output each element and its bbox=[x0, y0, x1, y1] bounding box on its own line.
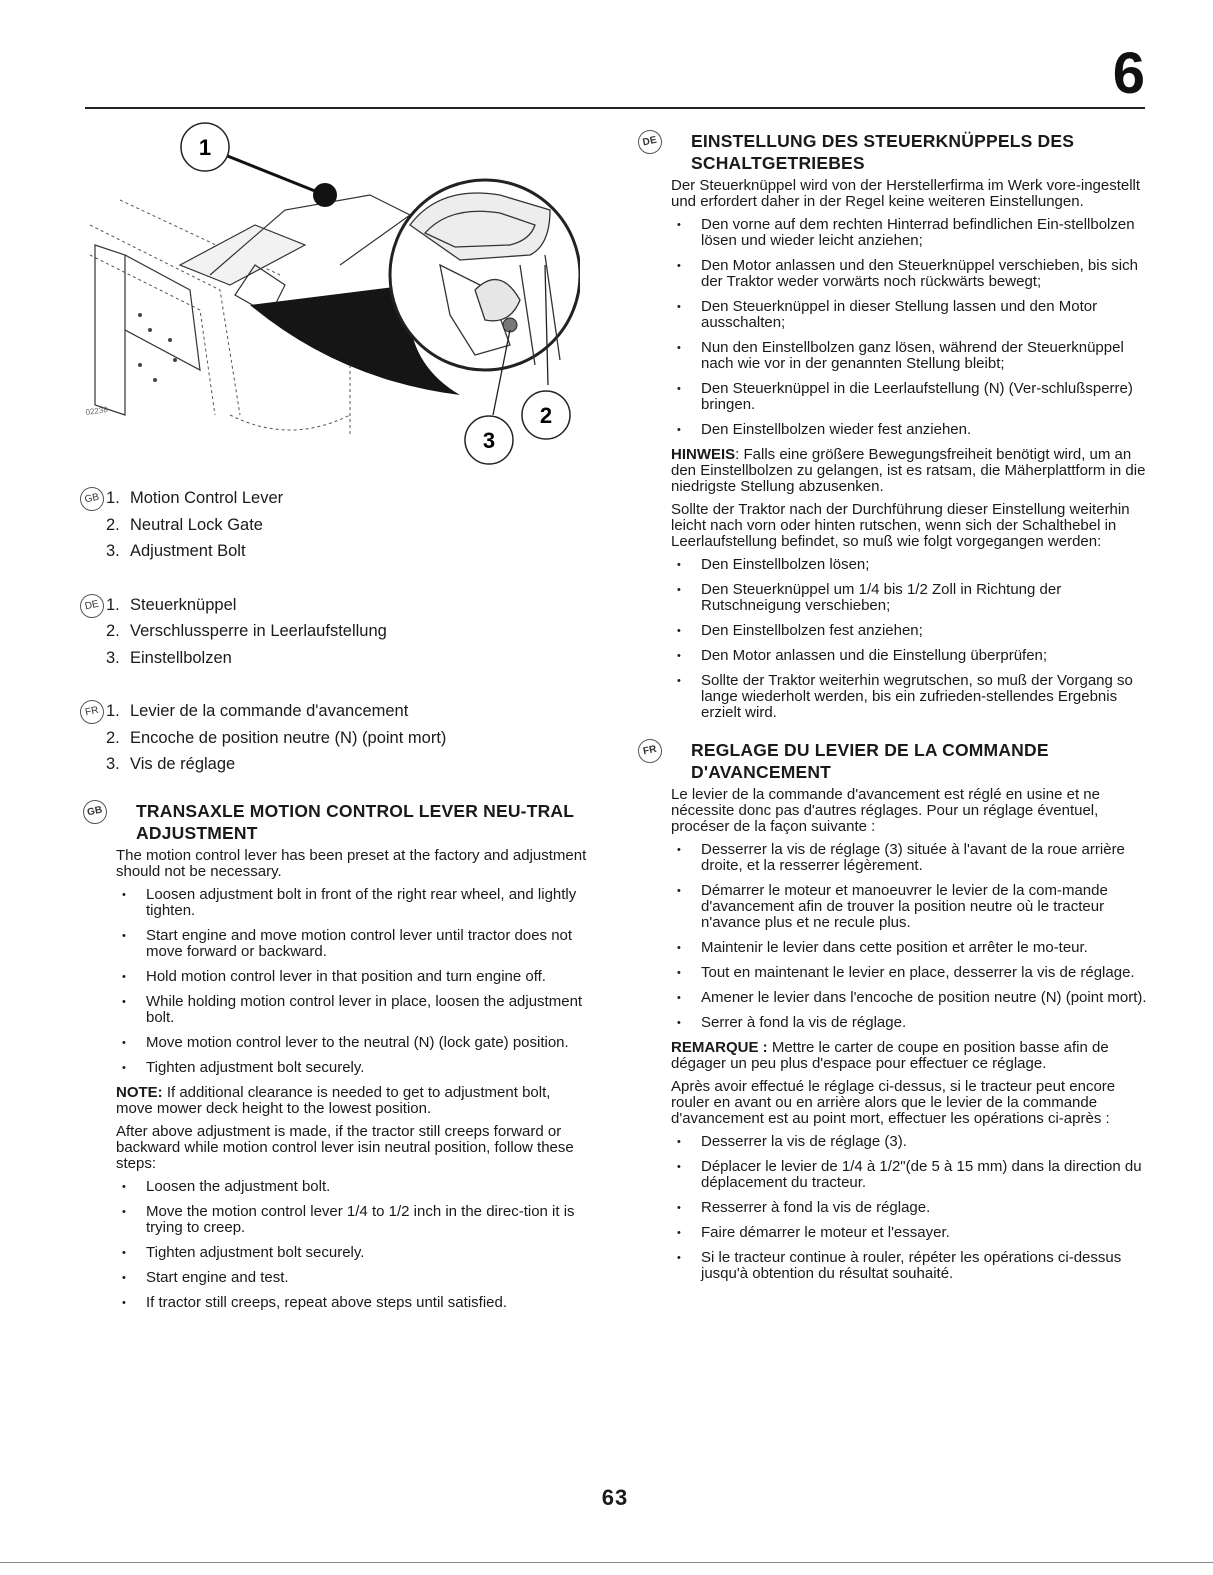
list-item: • Déplacer le levier de 1/4 à 1/2"(de 5 à 15 mm) dans la direction du déplacement du tracteur. bbox=[701, 1159, 1150, 1191]
gb-section-title: GB TRANSAXLE MOTION CONTROL LEVER NEU-TRAL ADJUSTMENT bbox=[80, 800, 590, 844]
de-section-title: DE EINSTELLUNG DES STEUERKNÜPPELS DES SCHALTGETRIEBES bbox=[635, 130, 1150, 174]
fr-after-text: Après avoir effectué le réglage ci-dessus, si le tracteur peut encore rouler en avant ou en arrière alors que le levier de la commande d'avancement est au point mort, effectuer les opérations ci-après : bbox=[671, 1078, 1116, 1127]
gb-adjustment-section bbox=[80, 800, 590, 1311]
gb-note: NOTE: If additional clearance is needed to get to adjustment bolt, move mower deck height to the lowest position. bbox=[116, 1083, 551, 1117]
de-steps bbox=[635, 217, 1150, 438]
list-item: • Tighten adjustment bolt securely. bbox=[146, 1245, 590, 1261]
list-item: 2. Neutral Lock Gate bbox=[106, 515, 263, 534]
list-item: 1. Levier de la commande d'avancement bbox=[106, 702, 409, 720]
list-item: • Loosen adjustment bolt in front of the right rear wheel, and lightly tighten. bbox=[146, 887, 590, 919]
list-item: • Tighten adjustment bolt securely. bbox=[146, 1060, 590, 1076]
de-intro: Der Steuerknüppel wird von der Herstellerfirma im Werk vore-ingestellt und erfordert daher in der Regel keine weiteren Einstellungen. bbox=[671, 177, 1141, 210]
list-item: 3. Adjustment Bolt bbox=[106, 542, 246, 560]
motion-control-illustration bbox=[80, 115, 580, 475]
list-item: • Den Steuerknüppel um 1/4 bis 1/2 Zoll in Richtung der Rutschneigung verschieben; bbox=[701, 582, 1150, 614]
section-number: 6 bbox=[1112, 41, 1145, 106]
parts-list-gb bbox=[80, 485, 590, 565]
list-item: • Desserrer la vis de réglage (3). bbox=[701, 1134, 1150, 1150]
list-item: • If tractor still creeps, repeat above steps until satisfied. bbox=[146, 1295, 590, 1311]
list-item: • Nun den Einstellbolzen ganz lösen, während der Steuerknüppel nach wie vor in der genannten Stellung bleibt; bbox=[701, 340, 1150, 372]
list-item: • Den Motor anlassen und die Einstellung überprüfen; bbox=[701, 648, 1150, 664]
figure-code: 02238 bbox=[85, 404, 109, 417]
list-item: • Den Einstellbolzen lösen; bbox=[701, 557, 1150, 573]
list-item: 2. Verschlussperre in Leerlaufstellung bbox=[106, 622, 387, 640]
list-item: • Desserrer la vis de réglage (3) située à l'avant de la roue arrière droite, et la resserrer légèrement. bbox=[701, 842, 1150, 874]
list-item: • Resserrer à fond la vis de réglage. bbox=[701, 1200, 1150, 1216]
list-item: 1. Steuerknüppel bbox=[106, 595, 237, 614]
de-language-icon: DE bbox=[78, 591, 106, 619]
right-column bbox=[635, 130, 1150, 1291]
fr-adjustment-section bbox=[635, 739, 1150, 1282]
list-item: • Maintenir le levier dans cette position et arrêter le mo-teur. bbox=[701, 940, 1150, 956]
fr-language-icon: FR bbox=[78, 698, 106, 726]
list-item: • Amener le levier dans l'encoche de position neutre (N) (point mort). bbox=[701, 990, 1150, 1006]
list-item: • Move motion control lever to the neutral (N) (lock gate) position. bbox=[146, 1035, 590, 1051]
illustration-drawing bbox=[80, 115, 580, 475]
de-note: HINWEIS: Falls eine größere Bewegungsfreiheit benötigt wird, um an den Einstellbolzen zu gelangen, ist es ratsam, die Mäherplattform in die niedrigste Stellung abzusenken. bbox=[671, 446, 1146, 495]
de-after-text: Sollte der Traktor nach der Durchführung dieser Einstellung weiterhin leicht nach vorn oder hinten rutschen, wenn sich der Schalthebel in Leerlaufstellung befindet, so muß wie folgt vorgegangen werden: bbox=[671, 501, 1130, 550]
gb-language-icon: GB bbox=[78, 485, 106, 513]
gb-steps bbox=[80, 887, 590, 1076]
footer-rule bbox=[0, 1562, 1213, 1563]
page-number: 63 bbox=[601, 1485, 629, 1510]
list-item: 2. Encoche de position neutre (N) (point mort) bbox=[106, 728, 447, 747]
list-item: • Move the motion control lever 1/4 to 1/2 inch in the direc-tion it is trying to creep. bbox=[146, 1204, 590, 1236]
fr-steps-2 bbox=[635, 1134, 1150, 1282]
list-item: • Hold motion control lever in that position and turn engine off. bbox=[146, 969, 590, 985]
list-item: • While holding motion control lever in place, loosen the adjustment bolt. bbox=[146, 994, 590, 1026]
list-item: • Tout en maintenant le levier en place, desserrer la vis de réglage. bbox=[701, 965, 1150, 981]
list-item: • Start engine and test. bbox=[146, 1270, 590, 1286]
fr-note: REMARQUE : Mettre le carter de coupe en position basse afin de dégager un peu plus d'espace pour effectuer ce réglage. bbox=[671, 1039, 1109, 1072]
parts-list-de bbox=[80, 592, 590, 672]
fr-language-icon: FR bbox=[636, 737, 664, 765]
list-item: 1. Motion Control Lever bbox=[106, 489, 284, 507]
de-adjustment-section bbox=[635, 130, 1150, 721]
list-item: • Start engine and move motion control lever until tractor does not move forward or backward. bbox=[146, 928, 590, 960]
callout-1-label: 1 bbox=[198, 135, 212, 160]
gb-after-text: After above adjustment is made, if the tractor still creeps forward or backward while motion control lever isin neutral position, follow these steps: bbox=[116, 1122, 574, 1172]
list-item: • Sollte der Traktor weiterhin wegrutschen, so muß der Vorgang so lange wiederholt werden, bis ein zufrieden-stellendes Ergebnis erzielt wird. bbox=[701, 673, 1150, 721]
gb-language-icon: GB bbox=[81, 797, 109, 825]
list-item: • Den vorne auf dem rechten Hinterrad befindlichen Ein-stellbolzen lösen und wieder leicht anziehen; bbox=[701, 217, 1150, 249]
callout-3-label: 3 bbox=[482, 428, 496, 453]
left-column bbox=[80, 485, 590, 1320]
header-rule bbox=[85, 107, 1145, 109]
list-item: • Serrer à fond la vis de réglage. bbox=[701, 1015, 1150, 1031]
list-item: • Den Motor anlassen und den Steuerknüppel verschieben, bis sich der Traktor weder vorwärts noch rückwärts bewegt; bbox=[701, 258, 1150, 290]
fr-section-title: FR REGLAGE DU LEVIER DE LA COMMANDE D'AVANCEMENT bbox=[635, 739, 1150, 783]
list-item: • Si le tracteur continue à rouler, répéter les opérations ci-dessus jusqu'à obtention du résultat souhaité. bbox=[701, 1250, 1150, 1282]
list-item: 3. Einstellbolzen bbox=[106, 648, 232, 667]
list-item: • Den Steuerknüppel in die Leerlaufstellung (N) (Ver-schlußsperre) bringen. bbox=[701, 381, 1150, 413]
de-language-icon: DE bbox=[636, 128, 664, 156]
list-item: • Den Einstellbolzen wieder fest anziehen. bbox=[701, 422, 1150, 438]
list-item: • Faire démarrer le moteur et l'essayer. bbox=[701, 1225, 1150, 1241]
fr-intro: Le levier de la commande d'avancement est réglé en usine et ne nécessite donc pas d'autres réglages. Pour un réglage éventuel, procéser de la façon suivante : bbox=[671, 786, 1100, 835]
gb-intro: The motion control lever has been preset at the factory and adjustment should not be necessary. bbox=[116, 846, 587, 880]
callout-2-label: 2 bbox=[539, 403, 553, 428]
list-item: 3. Vis de réglage bbox=[106, 755, 236, 773]
parts-list-fr bbox=[80, 698, 590, 778]
gb-steps-2 bbox=[80, 1179, 590, 1311]
list-item: • Démarrer le moteur et manoeuvrer le levier de la com-mande d'avancement afin de trouver la position neutre où le tracteur n'avance plus et ne recule plus. bbox=[701, 883, 1150, 931]
list-item: • Den Steuerknüppel in dieser Stellung lassen und den Motor ausschalten; bbox=[701, 299, 1150, 331]
list-item: • Den Einstellbolzen fest anziehen; bbox=[701, 623, 1150, 639]
list-item: • Loosen the adjustment bolt. bbox=[146, 1179, 590, 1195]
de-steps-2 bbox=[635, 557, 1150, 721]
fr-steps bbox=[635, 842, 1150, 1031]
